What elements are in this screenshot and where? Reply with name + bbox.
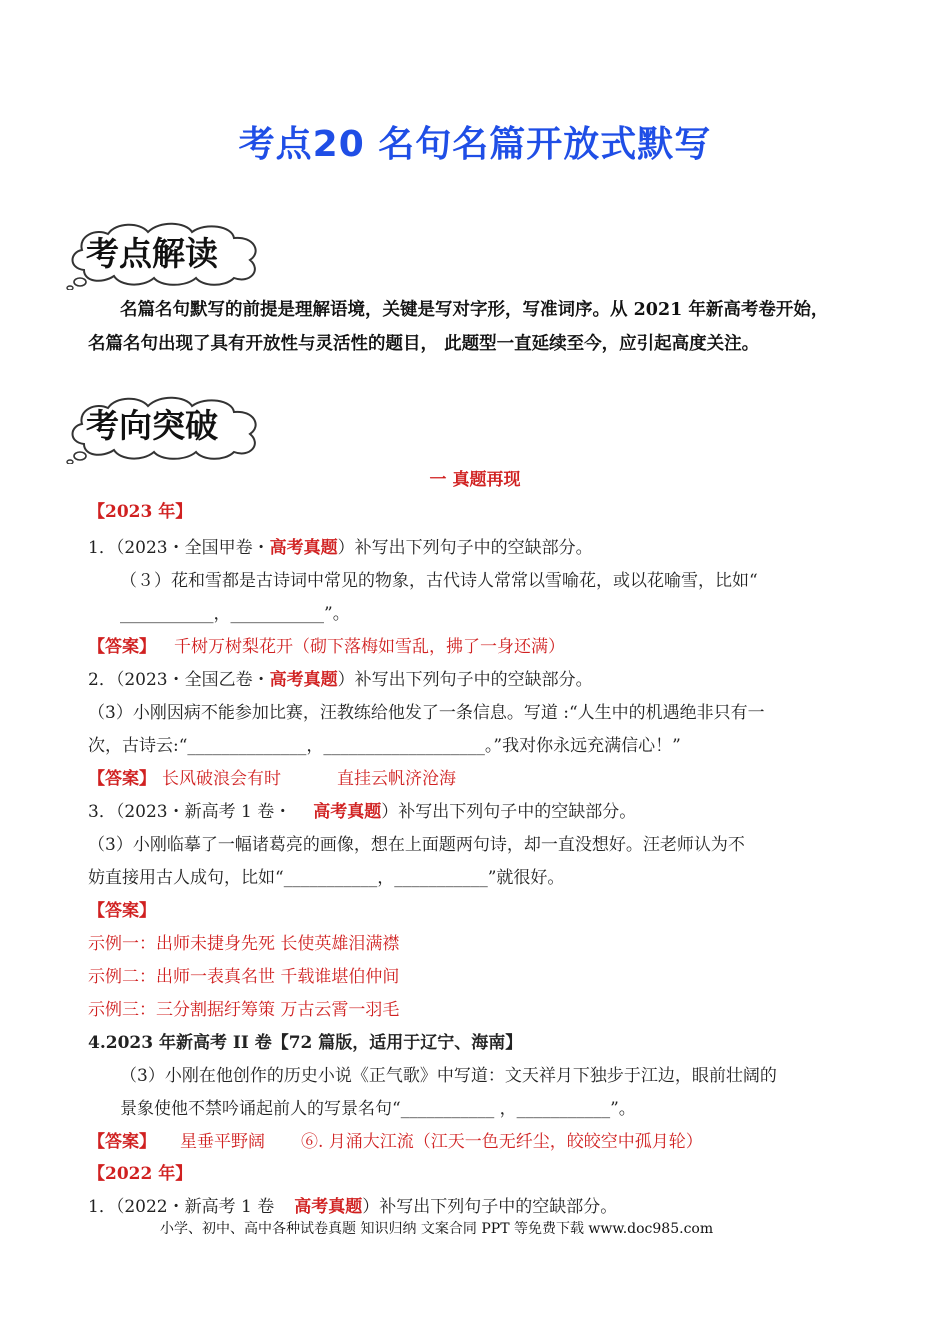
q4-body-1: （3）小刚在他创作的历史小说《正气歌》中写道：文天祥月下独步于江边，眼前壮阔的 (120, 1066, 777, 1086)
q1-heading (88, 533, 593, 558)
q1-answer-text: 千树万树梨花开（砌下落梅如雪乱，拂了一身还满） (174, 637, 565, 657)
page-footer: 小学、初中、高中各种试卷真题 知识归纳 文案合同 PPT 等免费下载 www.doc985.com (160, 1221, 714, 1237)
q4-answer-a: 星垂平野阔 (180, 1132, 265, 1152)
q4-heading: 4.2023 年新高考 II 卷【72 篇版，适用于辽宁、海南】 (88, 1033, 523, 1053)
q2-answer-b: 直挂云帆济沧海 (337, 769, 456, 789)
section-heading: 一 真题再现 (429, 470, 521, 490)
q4-answer-b: ⑥. 月涌大江流（江天一色无纤尘，皎皎空中孤月轮） (301, 1132, 703, 1152)
q2-prefix: 2．（2023・全国乙卷・ (88, 670, 270, 690)
q1-prefix: 1．（2023・全国甲卷・ (88, 538, 270, 558)
q2-body-1: （3）小刚因病不能参加比赛，汪教练给他发了一条信息。写道 :“人生中的机遇绝非只有一 (88, 703, 765, 723)
q2-suffix: ）补写出下列句子中的空缺部分。 (337, 670, 593, 690)
q3-answer-label: 【答案】 (88, 901, 156, 921)
q2-tag: 高考真题 (269, 670, 338, 690)
q2-heading (88, 665, 593, 690)
q4-body-2: 景象使他不禁吟诵起前人的写景名句“___________ ，___________”。 (120, 1099, 636, 1119)
q5-suffix: ）补写出下列句子中的空缺部分。 (362, 1197, 618, 1217)
q3-prefix: 3．（2023・新高考 1 卷・ (88, 802, 292, 822)
q1-suffix: ）补写出下列句子中的空缺部分。 (337, 538, 593, 558)
q2-answer-a: 长风破浪会有时 (162, 769, 281, 789)
q4-answer-label: 【答案】 (88, 1132, 156, 1152)
page-title: 考点20 名句名篇开放式默写 (238, 124, 712, 165)
q1-body-1: （３）花和雪都是古诗词中常见的物象，古代诗人常常以雪喻花，或以花喻雪，比如“ (120, 571, 758, 591)
intro-line-1: 名篇名句默写的前提是理解语境，关键是写对字形，写准词序。从 2021 年新高考卷开始， (120, 300, 829, 320)
q3-body-1: （3）小刚临摹了一幅诸葛亮的画像，想在上面题两句诗，却一直没想好。汪老师认为不 (88, 835, 745, 855)
q2-answer-label: 【答案】 (88, 769, 156, 789)
q4-answer (88, 1127, 703, 1152)
q3-body-2: 妨直接用古人成句，比如“___________，___________”就很好。 (88, 868, 565, 888)
year-2023-label: 【2023 年】 (88, 502, 193, 522)
q1-answer-label: 【答案】 (88, 637, 156, 657)
q1-tag: 高考真题 (269, 538, 338, 558)
q5-prefix: 1．（2022・新高考 1 卷 (88, 1197, 275, 1217)
q5-tag: 高考真题 (294, 1197, 363, 1217)
badge-tupo-label: 考向突破 (86, 406, 218, 445)
q3-suffix: ）补写出下列句子中的空缺部分。 (381, 802, 637, 822)
q3-example-2: 示例二：出师一表真名世 千载谁堪伯仲间 (88, 967, 400, 987)
intro-line-2: 名篇名句出现了具有开放性与灵活性的题目， 此题型一直延续至今，应引起高度关注。 (88, 334, 760, 354)
q1-answer (88, 632, 565, 657)
q2-body-2: 次，古诗云:“______________，___________________。”我对你永远充满信心！” (88, 736, 681, 756)
q1-body-2: ___________，___________”。 (120, 604, 350, 624)
year-2022-label: 【2022 年】 (88, 1164, 193, 1184)
badge-jiedu-label: 考点解读 (86, 234, 218, 273)
q3-heading (88, 797, 636, 822)
q5-heading (88, 1192, 617, 1217)
q3-example-3: 示例三：三分割据纡筹策 万古云霄一羽毛 (88, 1000, 400, 1020)
q3-tag: 高考真题 (313, 802, 382, 822)
q3-example-1: 示例一：出师未捷身先死 长使英雄泪满襟 (88, 934, 400, 954)
q2-answer (88, 764, 456, 789)
